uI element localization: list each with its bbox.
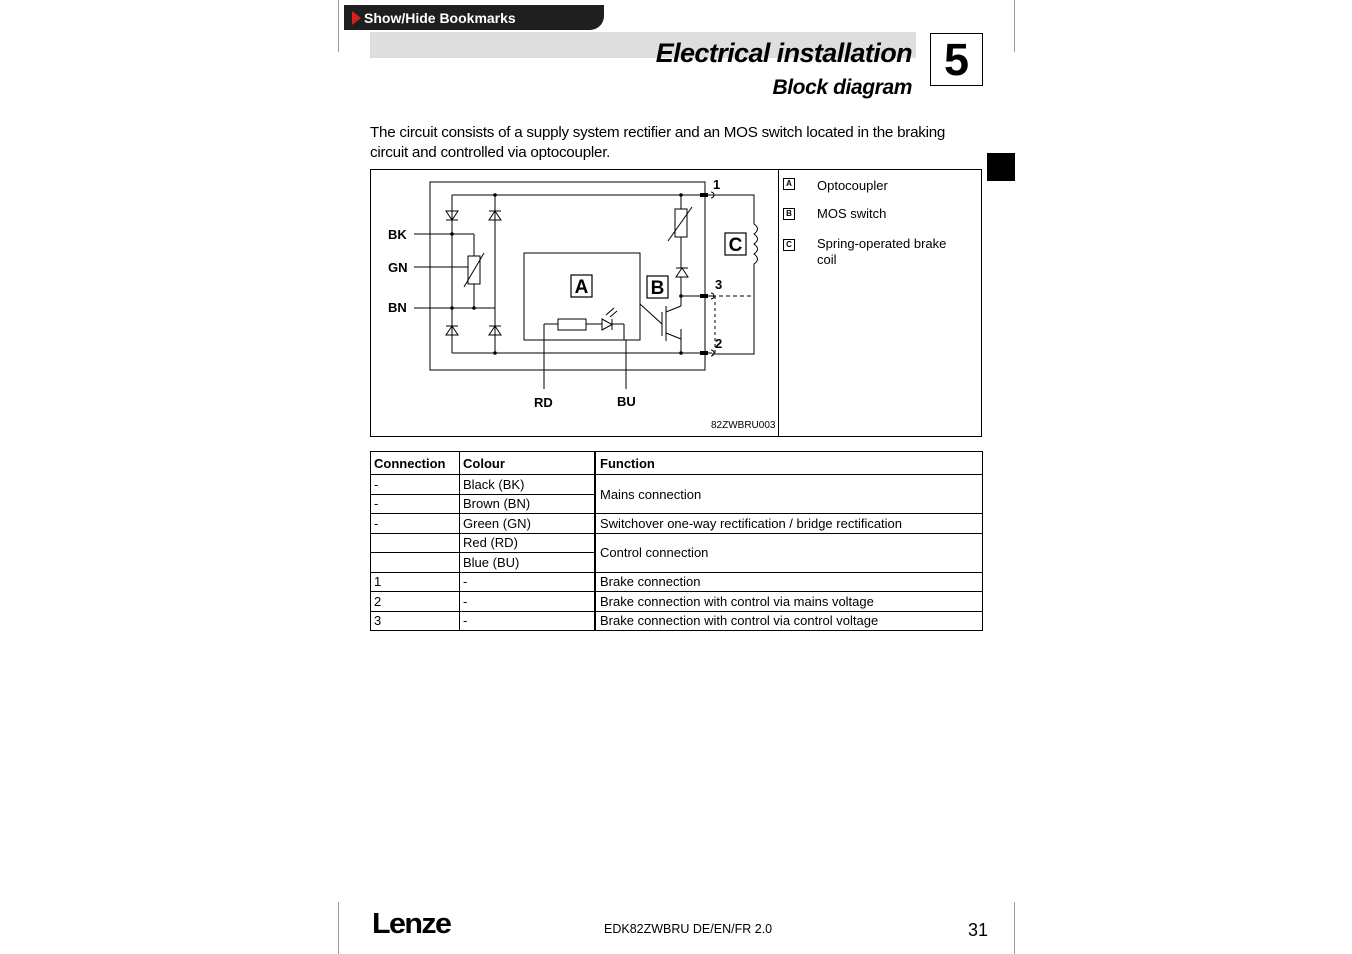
cell-connection (371, 533, 460, 553)
legend-text-a: Optocoupler (817, 178, 888, 193)
diode-symbol (446, 211, 688, 335)
block-diagram (370, 169, 778, 437)
chapter-title: Electrical installation (655, 38, 912, 68)
cell-function: Brake connection with control via control voltage (595, 611, 983, 631)
crop-mark (1014, 902, 1015, 954)
cell-colour: - (460, 592, 596, 612)
header-function: Function (595, 452, 983, 475)
label-gn: GN (388, 260, 408, 275)
cell-function: Switchover one-way rectification / bridge rectification (595, 514, 983, 534)
chapter-number: 5 (930, 33, 983, 86)
crop-mark (338, 902, 339, 954)
table-header-row (371, 452, 983, 475)
cell-colour: - (460, 611, 596, 631)
cell-connection: 1 (371, 572, 460, 592)
cell-colour: Red (RD) (460, 533, 596, 553)
label-bk: BK (388, 227, 407, 242)
cell-connection: - (371, 514, 460, 534)
label-bu: BU (617, 394, 636, 409)
header-connection: Connection (371, 452, 460, 475)
component-c-label: C (728, 235, 743, 256)
cell-colour: Blue (BU) (460, 553, 596, 573)
cell-colour: Black (BK) (460, 475, 596, 495)
component-a-label: A (574, 277, 589, 298)
page-number: 31 (968, 920, 989, 940)
cell-connection: - (371, 494, 460, 514)
crop-mark (338, 0, 339, 52)
legend-key-c: C (783, 239, 795, 251)
cell-colour: Green (GN) (460, 514, 596, 534)
table-row (371, 611, 983, 631)
cell-connection: - (371, 475, 460, 495)
cell-connection (371, 553, 460, 573)
legend-text-b: MOS switch (817, 206, 887, 221)
document-id: EDK82ZWBRU DE/EN/FR 2.0 (604, 922, 773, 936)
cell-function: Brake connection (595, 572, 983, 592)
label-bn: BN (388, 300, 407, 315)
label-rd: RD (534, 395, 553, 410)
table-row (371, 475, 983, 495)
triangle-right-icon (352, 11, 361, 25)
lenze-logo: Lenze (372, 908, 451, 940)
cell-function: Control connection (595, 533, 983, 572)
cell-colour: Brown (BN) (460, 494, 596, 514)
intro-paragraph: The circuit consists of a supply system rectifier and an MOS switch located in the braking circuit and controlled via optocoupler. (370, 124, 946, 161)
section-title: Block diagram (772, 76, 912, 99)
cell-function: Mains connection (595, 475, 983, 514)
legend-text-c: Spring-operated brake coil (817, 236, 947, 267)
cell-connection: 3 (371, 611, 460, 631)
cell-function: Brake connection with control via mains voltage (595, 592, 983, 612)
crop-mark (1014, 0, 1015, 52)
component-b-label: B (650, 278, 665, 299)
cell-colour: - (460, 572, 596, 592)
header-colour: Colour (460, 452, 596, 475)
legend-key-a: A (783, 178, 795, 190)
figure-divider (778, 169, 779, 437)
table-row (371, 514, 983, 534)
table-row (371, 592, 983, 612)
show-hide-bookmarks-button[interactable] (344, 5, 604, 30)
terminal-2-label: 2 (715, 336, 723, 351)
terminal-1-label: 1 (713, 177, 721, 192)
cell-connection: 2 (371, 592, 460, 612)
table-row (371, 572, 983, 592)
terminal-3-label: 3 (715, 277, 723, 292)
chapter-side-marker (987, 153, 1015, 181)
figure-code: 82ZWBRU003 (711, 420, 776, 431)
table-row (371, 533, 983, 553)
bookmark-label: Show/Hide Bookmarks (364, 9, 516, 26)
legend-key-b: B (783, 208, 795, 220)
connection-table (370, 451, 983, 631)
